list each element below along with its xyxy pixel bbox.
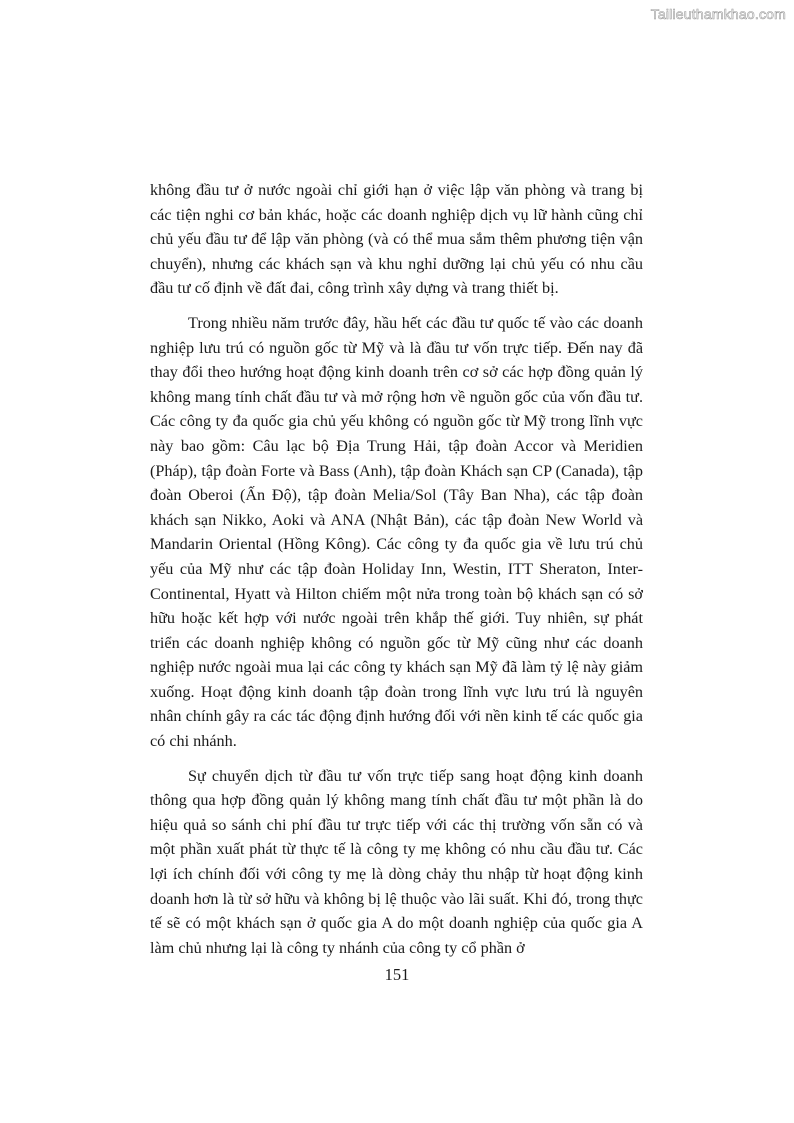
paragraph-2: Trong nhiều năm trước đây, hầu hết các đầu tư quốc tế vào các doanh nghiệp lưu trú có nguồn gốc từ Mỹ và là đầu tư vốn trực tiếp. Đến nay đã thay đổi theo hướng hoạt động kinh doanh trên cơ sở các hợp đồng quản lý không mang tính chất đầu tư và mở rộng hơn về nguồn gốc của vốn đầu tư. Các công ty đa quốc gia chủ yếu không có nguồn gốc từ Mỹ trong lĩnh vực này bao gồm: Câu lạc bộ Địa Trung Hải, tập đoàn Accor và Meridien (Pháp), tập đoàn Forte và Bass (Anh), tập đoàn Khách sạn CP (Canada), tập đoàn Oberoi (Ấn Độ), tập đoàn Melia/Sol (Tây Ban Nha), các tập đoàn khách sạn Nikko, Aoki và ANA (Nhật Bản), các tập đoàn New World và Mandarin Oriental (Hồng Kông). Các công ty đa quốc gia về lưu trú chủ yếu của Mỹ như các tập đoàn Holiday Inn, Westin, ITT Sheraton, Inter-Continental, Hyatt và Hilton chiếm một nửa trong toàn bộ khách sạn có sở hữu hoặc kết hợp với nước ngoài trên khắp thế giới. Tuy nhiên, sự phát triển các doanh nghiệp không có nguồn gốc từ Mỹ cũng như các doanh nghiệp nước ngoài mua lại các công ty khách sạn Mỹ đã làm tỷ lệ này giảm xuống. Hoạt động kinh doanh tập đoàn trong lĩnh vực lưu trú là nguyên nhân chính gây ra các tác động định hướng đối với nền kinh tế các quốc gia có chi nhánh.	[150, 313, 643, 751]
page-number: 151	[384, 965, 410, 984]
body-text	[150, 178, 643, 960]
paragraph-1: không đầu tư ở nước ngoài chỉ giới hạn ở việc lập văn phòng và trang bị các tiện nghi cơ bản khác, hoặc các doanh nghiệp dịch vụ lữ hành cũng chỉ chủ yếu đầu tư để lập văn phòng (và có thể mua sắm thêm phương tiện vận chuyển), nhưng các khách sạn và khu nghỉ dưỡng lại chủ yếu có nhu cầu đầu tư cố định về đất đai, công trình xây dựng và trang thiết bị.	[150, 181, 643, 298]
paragraph-3: Sự chuyển dịch từ đầu tư vốn trực tiếp sang hoạt động kinh doanh thông qua hợp đồng quản lý không mang tính chất đầu tư một phần là do hiệu quả so sánh chi phí đầu tư trực tiếp với các thị trường vốn sẵn có và một phần xuất phát từ thực tế là công ty mẹ không có nhu cầu đầu tư. Các lợi ích chính đối với công ty mẹ là dòng chảy thu nhập từ hoạt động kinh doanh hơn là từ sở hữu và không bị lệ thuộc vào lãi suất. Khi đó, trong thực tế sẽ có một khách sạn ở quốc gia A do một doanh nghiệp của quốc gia A làm chủ nhưng lại là công ty nhánh của công ty cổ phần ở	[150, 766, 643, 957]
watermark-text: Tailieuthamkhao.com	[650, 6, 786, 22]
